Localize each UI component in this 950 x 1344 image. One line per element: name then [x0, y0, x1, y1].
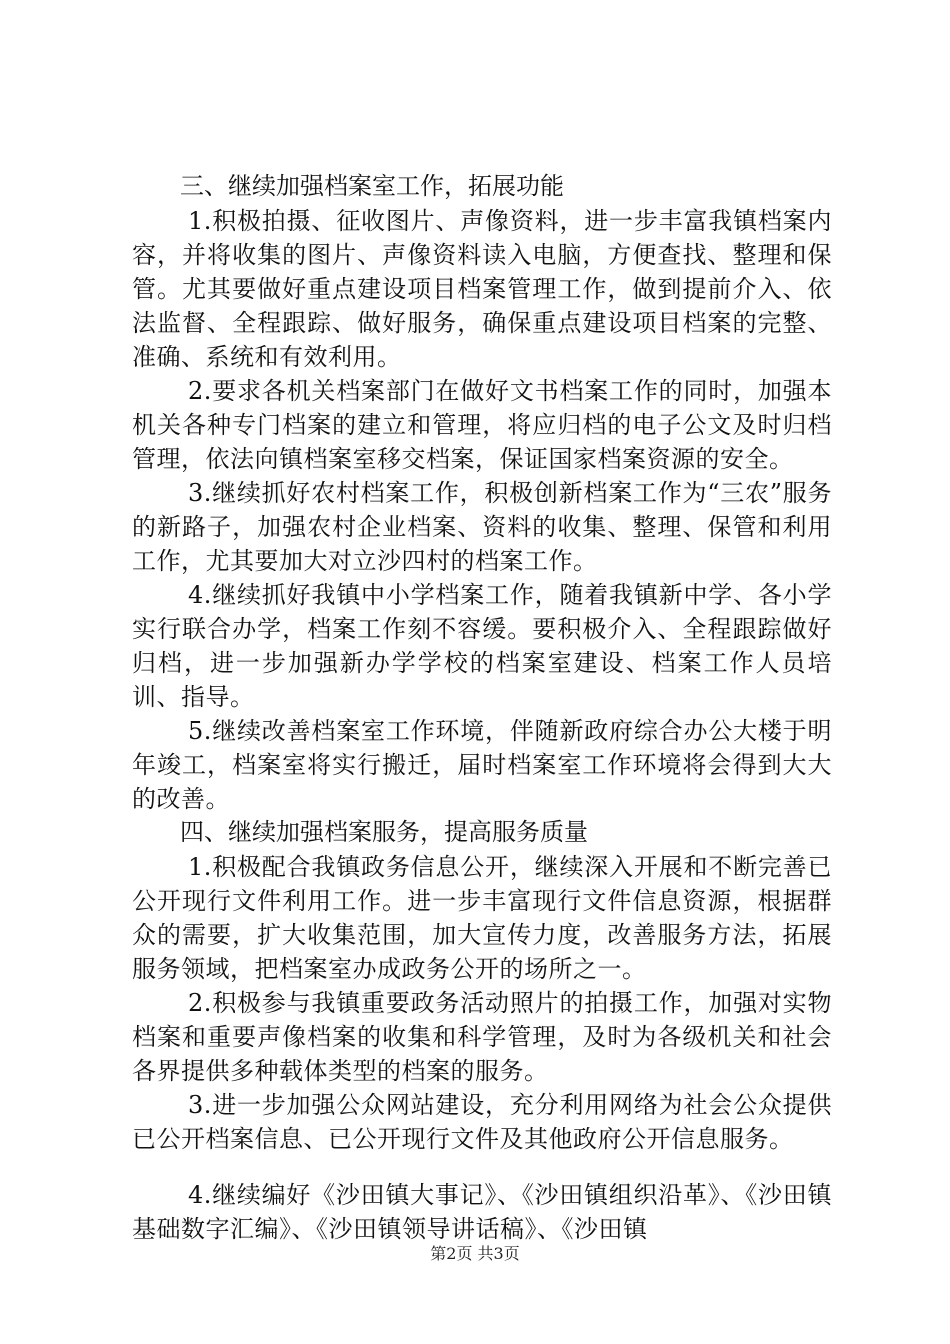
page-footer: 第2页 共3页 [430, 1244, 520, 1263]
section-4-item-2: 2.积极参与我镇重要政务活动照片的拍摄工作，加强对实物档案和重要声像档案的收集和科学管理，及时为各级机关和社会各界提供多种载体类型的档案的服务。 [132, 989, 832, 1085]
section-3-item-3: 3.继续抓好农村档案工作，积极创新档案工作为“三农”服务的新路子，加强农村企业档案、资料的收集、整理、保管和利用工作，尤其要加大对立沙四村的档案工作。 [132, 479, 832, 575]
section-heading-3: 三、继续加强档案室工作，拓展功能 [180, 172, 564, 200]
section-3-item-2: 2.要求各机关档案部门在做好文书档案工作的同时，加强本机关各种专门档案的建立和管理，将应归档的电子公文及时归档管理，依法向镇档案室移交档案，保证国家档案资源的安全。 [132, 377, 832, 473]
section-heading-4: 四、继续加强档案服务，提高服务质量 [180, 818, 588, 846]
document-body [132, 170, 832, 1246]
section-3-item-5: 5.继续改善档案室工作环境，伴随新政府综合办公大楼于明年竣工，档案室将实行搬迁，届时档案室工作环境将会得到大大的改善。 [132, 717, 832, 813]
section-4-item-3: 3.进一步加强公众网站建设，充分利用网络为社会公众提供已公开档案信息、已公开现行文件及其他政府公开信息服务。 [132, 1091, 832, 1153]
section-3-item-4: 4.继续抓好我镇中小学档案工作，随着我镇新中学、各小学实行联合办学，档案工作刻不容缓。要积极介入、全程跟踪做好归档，进一步加强新办学学校的档案室建设、档案工作人员培训、指导。 [132, 581, 832, 711]
section-3-item-1: 1.积极拍摄、征收图片、声像资料，进一步丰富我镇档案内容，并将收集的图片、声像资料读入电脑，方便查找、整理和保管。尤其要做好重点建设项目档案管理工作，做到提前介入、依法监督、全程跟踪、做好服务，确保重点建设项目档案的完整、准确、系统和有效利用。 [132, 207, 832, 371]
section-4-item-4: 4.继续编好《沙田镇大事记》、《沙田镇组织沿革》、《沙田镇基础数字汇编》、《沙田镇领导讲话稿》、《沙田镇 [132, 1181, 832, 1243]
section-4-item-1: 1.积极配合我镇政务信息公开，继续深入开展和不断完善已公开现行文件利用工作。进一步丰富现行文件信息资源，根据群众的需要，扩大收集范围，加大宣传力度，改善服务方法，拓展服务领域，把档案室办成政务公开的场所之一。 [132, 853, 832, 983]
